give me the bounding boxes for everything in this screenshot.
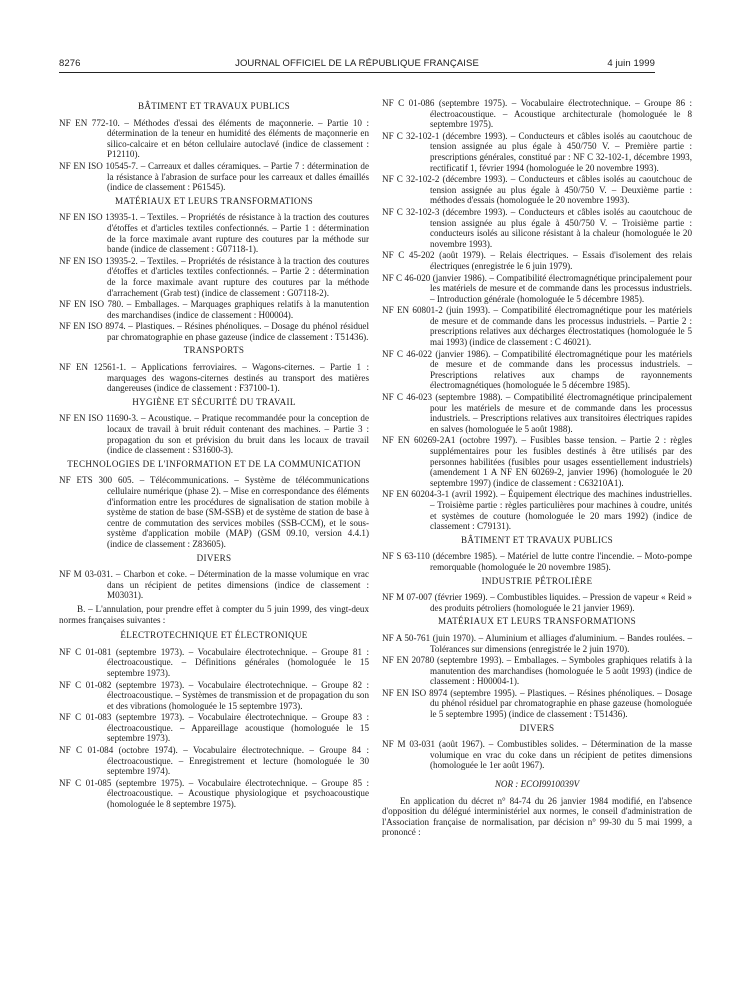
standard-description: (octobre 1997). – Fusibles basse tension. – Partie 2 : règles supplémentaires pour les fusibles destinés à être utilisés par des personnes habilitées (fusibles pour usages essentiellement industriels) (amendement 1 A NF EN 60269-2, janvier 1996) (homologuée le 20 septembre 1997) (indice de classement : C63210A1).	[430, 435, 692, 488]
standard-entry	[59, 256, 369, 298]
standard-code: NF EN 60801-2	[382, 305, 443, 316]
journal-title: JOURNAL OFFICIEL DE LA RÉPUBLIQUE FRANÇAISE	[235, 58, 479, 69]
standard-entry	[382, 207, 692, 249]
standard-code: NF EN 60204-3-1	[382, 489, 450, 500]
standard-entry	[382, 392, 692, 434]
section-title: MATÉRIAUX ET LEURS TRANSFORMATIONS	[437, 616, 637, 627]
standard-code: NF C 01-083	[59, 712, 112, 723]
standard-entry	[382, 592, 692, 613]
section-title: BÂTIMENT ET TRAVAUX PUBLICS	[137, 101, 291, 111]
standard-description: (décembre 1993). – Conducteurs et câbles isolés au caoutchouc de tension assignée au plus égale à 450/750 V. – Troisième partie : conducteurs isolés au silicone résistant à la chaleur (homologuée le 20 novembre 1993).	[430, 206, 692, 249]
standard-entry	[59, 647, 369, 679]
standard-code: NF C 32-102-2	[382, 174, 440, 185]
section-title: DIVERS	[519, 722, 555, 733]
standard-description: (décembre 1993). – Conducteurs et câbles isolés au caoutchouc de tension assignée au plus égale à 450/750 V. – Première partie : prescriptions générales, constitué par : NF C 32-102-1, décembre 1993, rectificatif 1, février 1994 (homologuée le 20 novembre 1993).	[430, 130, 692, 173]
standard-description: (août 1979). – Relais électriques. – Essais d'isolement des relais électriques (enregistrée le 6 juin 1979).	[430, 250, 693, 271]
section-title: INDUSTRIE PÉTROLIÈRE	[481, 575, 593, 586]
issue-date: 4 juin 1999	[607, 58, 655, 69]
standard-code: NF C 01-081	[59, 646, 112, 657]
standard-entry	[59, 161, 369, 193]
standard-description: (septembre 1975). – Vocabulaire électrotechnique. – Groupe 86 : électroacoustique. – Acoustique architecturale (homologuée le 8 septembre 1975).	[430, 98, 692, 130]
header-rule	[59, 72, 655, 73]
standard-entry	[59, 362, 369, 394]
standard-entry	[59, 680, 369, 712]
right-column	[382, 98, 692, 843]
standard-description: (août 1967). – Combustibles solides. – Détermination de la masse volumique en vrac du coke dans un récipient de petites dimensions (homologuée le 1er août 1967).	[430, 739, 692, 771]
standard-description: – Emballages. – Marquages graphiques relatifs à la manutention des marchandises (indice de classement : H00004).	[107, 299, 369, 320]
section-title: TRANSPORTS	[183, 345, 245, 356]
standard-entry	[382, 551, 692, 572]
standard-entry	[382, 739, 692, 771]
standard-description: – Textiles. – Propriétés de résistance à la traction des coutures d'étoffes et d'articles textiles confectionnés. – Partie 2 : détermination de la force maximale avant rupture des coutures par la méthode d'arrachement (Grab test) (indice de classement : G07118-2).	[107, 255, 369, 298]
standard-entry	[59, 413, 369, 455]
standard-description: (septembre 1988). – Compatibilité électromagnétique principalement pour les matériels de mesure et de commande dans les processus industriels. – Prescriptions relatives aux transitoires électriques rapides en salves (homologuée le 5 août 1988).	[430, 392, 693, 434]
standard-entry	[59, 475, 369, 549]
page-number: 8276	[59, 58, 81, 69]
left-column	[59, 98, 369, 811]
standard-code: NF EN 60269-2A1	[382, 435, 456, 446]
standard-description: (janvier 1986). – Compatibilité électromagnétique pour les matériels de mesure et de commande dans les processus industriels. – Prescriptions relatives aux champs de rayonnements électromagnétiques (homologuée le 5 décembre 1985).	[430, 348, 692, 391]
standard-code: NF EN ISO 11690-3.	[59, 413, 139, 424]
standard-entry	[382, 655, 692, 687]
standard-code: NF C 01-082	[59, 679, 112, 690]
standard-code: NF M 03-031	[382, 739, 436, 750]
standard-entry	[59, 778, 369, 810]
standard-entry	[382, 305, 692, 347]
standard-description: (janvier 1986). – Compatibilité électromagnétique principalement pour les matériels de mesure et de commande dans les processus industriels. – Introduction générale (homologuée le 5 décembre 1985).	[430, 272, 693, 304]
standard-description: (décembre 1993). – Conducteurs et câbles isolés au caoutchouc de tension assignée au plus égale à 450/750 V. – Deuxième partie : méthodes d'essais (homologuée le 20 novembre 1993).	[430, 174, 692, 206]
standard-entry	[382, 688, 692, 720]
standard-entry	[59, 118, 369, 160]
standard-description: – Acoustique. – Pratique recommandée pour la conception de locaux de travail à bruit réduit contenant des machines. – Partie 3 : propagation du son et prévision du bruit dans les locaux de travail (indice de classement : S31600-3).	[107, 413, 370, 456]
standard-description: (septembre 1993). – Emballages. – Symboles graphiques relatifs à la manutention des marchandises (homologuée le 5 août 1993) (indice de classement : H00004-1).	[430, 655, 692, 687]
standard-code: NF EN ISO 8974	[382, 687, 448, 698]
standard-entry	[382, 131, 692, 173]
standard-code: NF C 46-023	[382, 392, 433, 403]
section-title: ÉLECTROTECHNIQUE ET ÉLECTRONIQUE	[120, 630, 308, 641]
standard-entry	[382, 489, 692, 531]
standard-entry	[382, 435, 692, 488]
section-title: TECHNOLOGIES DE L'INFORMATION ET DE LA COMMUNICATION	[67, 458, 361, 469]
standard-description: (juin 1970). – Aluminium et alliages d'aluminium. – Bandes roulées. – Tolérances sur dimensions (enregistrée le 2 juin 1970).	[430, 632, 693, 654]
standard-code: NF EN 20780	[382, 655, 435, 666]
standard-entry	[59, 321, 369, 342]
standard-description: (septembre 1973). – Vocabulaire électrotechnique. – Groupe 83 : électroacoustique. – Appareillage acoustique (homologuée le 15 septembre 1973).	[107, 712, 369, 744]
standard-code: NF C 01-085	[59, 777, 112, 788]
standard-description: (décembre 1985). – Matériel de lutte contre l'incendie. – Moto-pompe remorquable (homologuée le 20 novembre 1985).	[429, 551, 692, 572]
standard-entry	[59, 299, 369, 320]
standard-description: (juin 1993). – Compatibilité électromagnétique pour les matériels de mesure et de commande dans les processus industriels. – Partie 2 : prescriptions relatives aux décharges électrostatiques (homologuée le 5 mai 1993) (indice de classement : C 46021).	[430, 305, 692, 348]
standard-description: (septembre 1973). – Vocabulaire électrotechnique. – Groupe 81 : électroacoustique. – Définitions générales (homologuée le 15 septembre 1973).	[107, 646, 369, 678]
standard-description: – Télécommunications. – Système de télécommunications cellulaire numérique (phase 2). – Mise en correspondance des éléments d'information entre les procédures de signalisation de station mobile à système de station de base (SM-SSB) et de système de station de base à centre de commutation des services mobiles (SSB-CCM), et le sous-système d'application mobile (MAP) (GSM 09.10, version 4.4.1) (indice de classement : Z83605).	[107, 475, 369, 549]
section-title: BÂTIMENT ET TRAVAUX PUBLICS	[460, 534, 614, 545]
standard-description: (avril 1992). – Équipement électrique des machines industrielles. – Troisième partie : règles particulières pour machines à coudre, unités et systèmes de couture (homologuée le 20 mars 1992) (indice de classement : C79131).	[430, 489, 692, 532]
standard-description: – Applications ferroviaires. – Wagons-citernes. – Partie 1 : marquages des wagons-citernes destinés au transport des matières dangereuses (indice de classement : F37100-1).	[107, 362, 369, 394]
standard-code: NF EN 772-10.	[59, 117, 120, 128]
standard-code: NF C 32-102-1	[382, 130, 440, 141]
standard-code: NF C 32-102-3	[382, 206, 440, 217]
standard-description: – Méthodes d'essai des éléments de maçonnerie. – Partie 10 : détermination de la teneur en humidité des éléments de maçonnerie en silico-calcaire et en béton cellulaire autoclavé (indice de classement : P12110).	[107, 117, 369, 160]
standard-entry	[59, 569, 369, 601]
standard-description: – Charbon et coke. – Détermination de la masse volumique en vrac dans un récipient de petites dimensions (indice de classement : M03031).	[107, 569, 370, 601]
standard-description: – Carreaux et dalles céramiques. – Partie 7 : détermination de la résistance à l'abrasion de surface pour les carreaux et dalles émaillés (indice de classement : P61545).	[107, 160, 369, 193]
standard-code: NF EN 12561-1.	[59, 362, 127, 373]
standard-entry	[382, 98, 692, 130]
standard-entry	[382, 633, 692, 654]
standard-description: (septembre 1973). – Vocabulaire électrotechnique. – Groupe 82 : électroacoustique. – Systèmes de transmission et de propagation du son et des vibrations (homologuée le 15 septembre 1973).	[107, 679, 369, 711]
standard-entry	[59, 712, 369, 744]
standard-code: NF C 01-086	[382, 98, 435, 108]
nor-reference: NOR : ECOI9910039V	[494, 779, 580, 790]
standard-entry	[382, 250, 692, 271]
running-header	[59, 58, 655, 72]
standard-entry	[59, 745, 369, 777]
standard-code: NF C 01-084	[59, 745, 114, 756]
standard-entry	[382, 174, 692, 206]
standard-description: – Plastiques. – Résines phénoliques. – Dosage du phénol résiduel par chromatographie en phase gazeuse (indice de classement : T51436).	[107, 321, 369, 342]
standard-entry	[382, 349, 692, 391]
standard-description: (septembre 1995). – Plastiques. – Résines phénoliques. – Dosage du phénol résiduel par chromatographie en phase gazeuse (homologuée le 5 septembre 1995) (indice de classement : T51436).	[430, 687, 692, 720]
standard-code: NF EN ISO 780.	[59, 299, 124, 310]
standard-description: (octobre 1974). – Vocabulaire électrotechnique. – Groupe 84 : électroacoustique. – Enregistrement et lecture (homologuée le 30 septembre 1974).	[107, 745, 370, 777]
section-title: MATÉRIAUX ET LEURS TRANSFORMATIONS	[114, 195, 314, 206]
standard-code: NF M 07-007	[382, 592, 433, 603]
standard-code: NF C 46-022	[382, 348, 433, 359]
body-paragraph: B. – L'annulation, pour prendre effet à compter du 5 juin 1999, des vingt-deux normes françaises suivantes :	[59, 603, 369, 625]
standard-description: – Textiles. – Propriétés de résistance à la traction des coutures d'étoffes et d'articles textiles confectionnés. – Partie 1 : détermination de la force maximale avant rupture des coutures par la méthode sur bande (indice de classement : G07118-1).	[107, 212, 369, 255]
standard-code: NF EN ISO 13935-1.	[59, 212, 138, 223]
standard-code: NF EN ISO 10545-7.	[59, 160, 139, 171]
standard-code: NF C 46-020	[382, 272, 431, 283]
standard-code: NF ETS 300 605.	[59, 475, 134, 486]
standard-description: (septembre 1975). – Vocabulaire électrotechnique. – Groupe 85 : électroacoustique. – Acoustique physiologique et psychoacoustique (homologuée le 8 septembre 1975).	[107, 777, 369, 810]
body-paragraph: En application du décret n° 84-74 du 26 janvier 1984 modifié, en l'absence d'opposition du délégué interministériel aux normes, le conseil d'administration de l'Association française de normalisation, par décision n° 99-30 du 5 mai 1999, a prononcé :	[382, 795, 692, 838]
standard-entry	[59, 212, 369, 254]
standard-code: NF M 03-031.	[59, 569, 113, 580]
standard-description: (février 1969). – Combustibles liquides. – Pression de vapeur « Reid » des produits pétroliers (homologuée le 21 janvier 1969).	[430, 592, 692, 613]
section-title: DIVERS	[196, 552, 232, 563]
standard-code: NF EN ISO 8974.	[59, 321, 126, 332]
standard-code: NF S 63-110	[382, 551, 430, 562]
section-title: HYGIÈNE ET SÉCURITÉ DU TRAVAIL	[132, 396, 296, 407]
standard-entry	[382, 273, 692, 305]
standard-code: NF A 50-761	[382, 632, 431, 643]
standard-code: NF C 45-202	[382, 250, 435, 261]
standard-code: NF EN ISO 13935-2.	[59, 255, 138, 266]
